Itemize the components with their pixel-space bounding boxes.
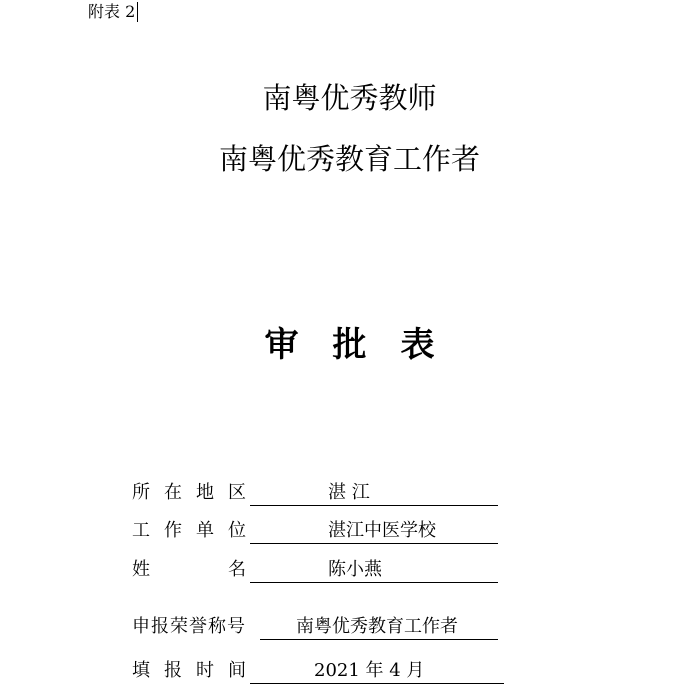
field-value-report-date[interactable] xyxy=(250,658,504,684)
form-title: 审批表 xyxy=(264,325,469,365)
field-value-report-date-text: 2021 年 4 月 xyxy=(314,660,425,681)
field-label-region: 所在地区 xyxy=(132,482,260,503)
field-label-work-unit: 工作单位 xyxy=(132,520,260,541)
field-value-name[interactable] xyxy=(250,557,498,583)
text-cursor xyxy=(137,2,138,22)
title-line-1: 南粤优秀教师 xyxy=(262,81,437,115)
attachment-text: 附表 2 xyxy=(88,2,136,21)
field-value-honor-title-text: 南粤优秀教育工作者 xyxy=(296,616,458,637)
field-value-region[interactable] xyxy=(250,480,498,506)
field-value-work-unit[interactable] xyxy=(250,518,498,544)
field-value-name-text: 陈小燕 xyxy=(328,559,382,580)
field-value-work-unit-text: 湛江中医学校 xyxy=(328,520,436,541)
field-label-name: 姓 名 xyxy=(132,559,260,580)
field-label-report-date: 填报时间 xyxy=(132,660,260,681)
field-value-honor-title[interactable] xyxy=(260,614,498,640)
field-label-honor-title: 申报荣誉称号 xyxy=(132,616,246,637)
field-value-region-text: 湛 江 xyxy=(328,482,370,503)
attachment-label xyxy=(88,2,138,22)
title-line-2: 南粤优秀教育工作者 xyxy=(218,142,480,176)
